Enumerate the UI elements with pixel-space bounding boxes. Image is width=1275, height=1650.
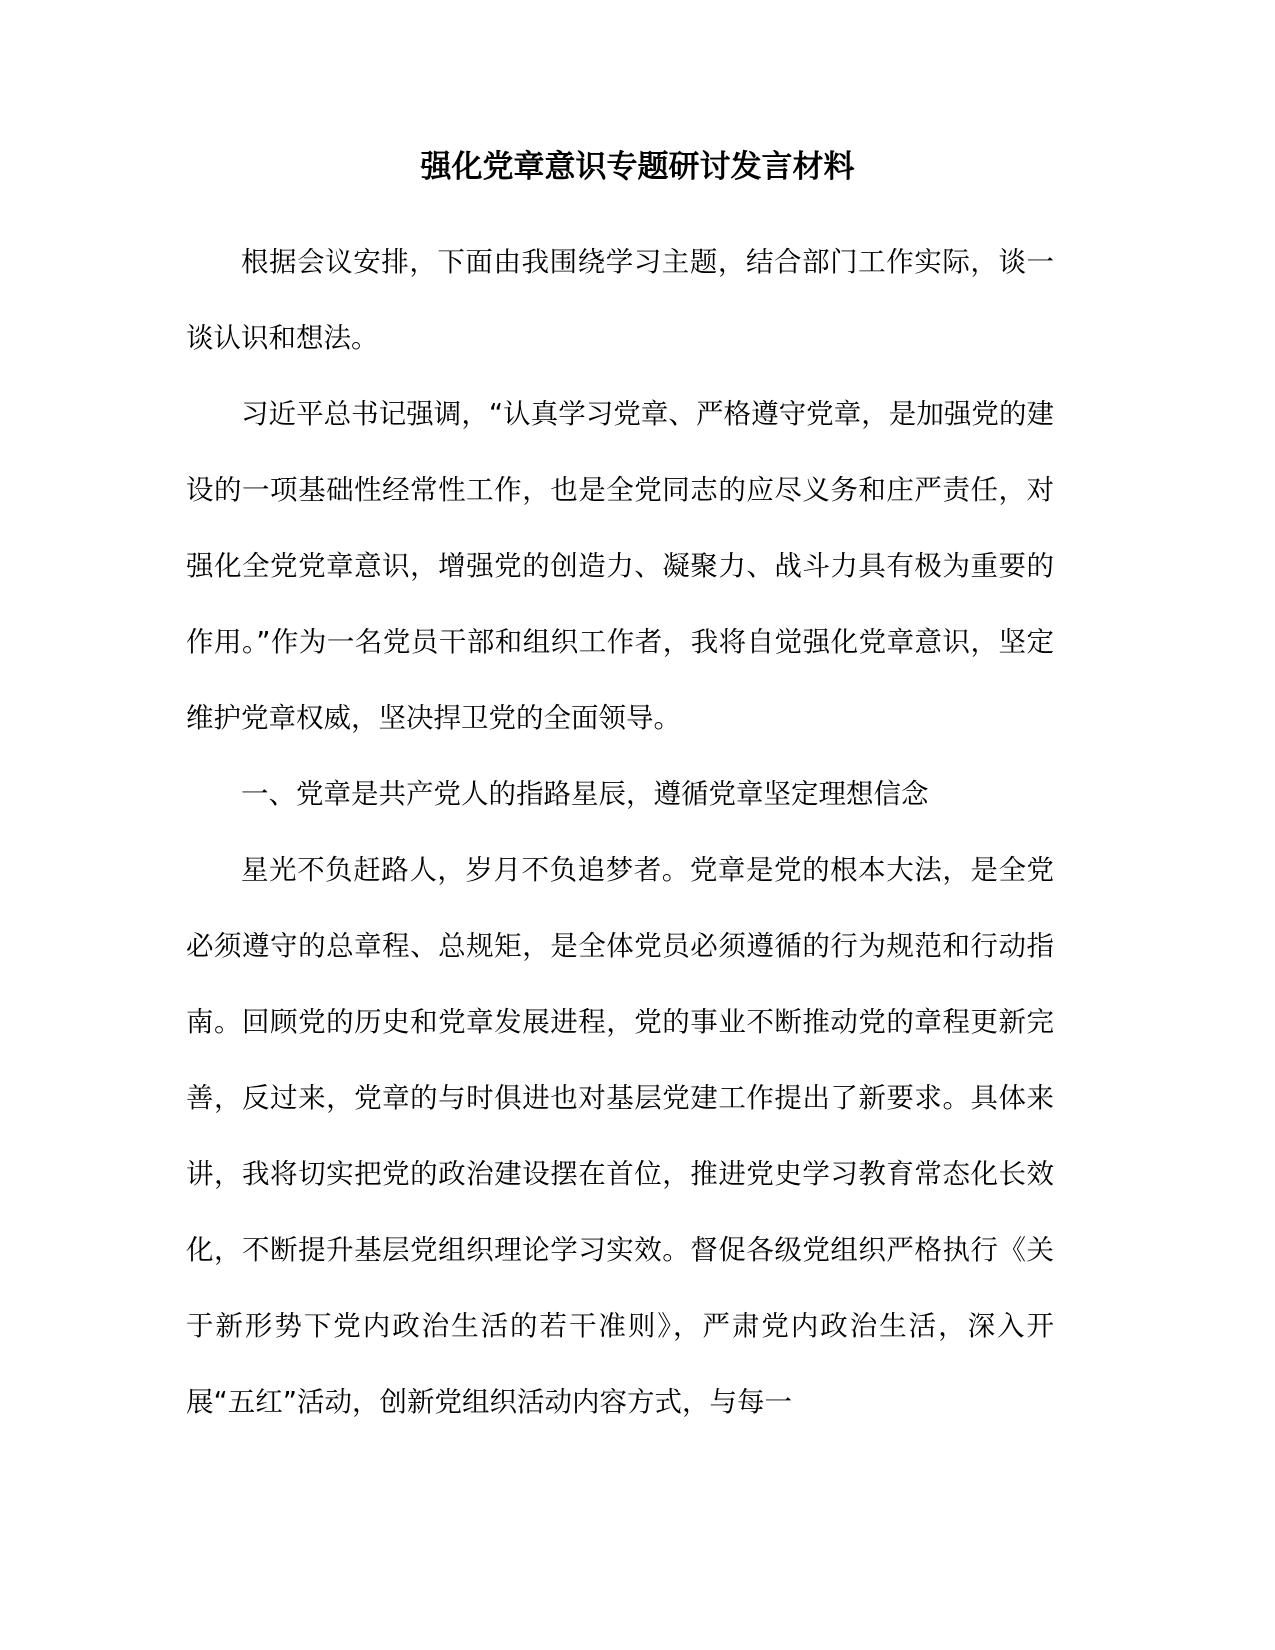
document-body: [186, 224, 1054, 1440]
paragraph-section-1: 星光不负赶路人，岁月不负追梦者。党章是党的根本大法，是全党必须遵守的总章程、总规矩，是全体党员必须遵循的行为规范和行动指南。回顾党的历史和党章发展进程，党的事业不断推动党的章程更新完善，反过来，党章的与时俱进也对基层党建工作提出了新要求。具体来讲，我将切实把党的政治建设摆在首位，推进党史学习教育常态化长效化，不断提升基层党组织理论学习实效。督促各级党组织严格执行《关于新形势下党内政治生活的若干准则》，严肃党内政治生活，深入开展“五红”活动，创新党组织活动内容方式，与每一: [186, 854, 1054, 1418]
paragraph-intro: 根据会议安排，下面由我围绕学习主题，结合部门工作实际，谈一谈认识和想法。: [186, 246, 1054, 354]
document-title: 强化党章意识专题研讨发言材料: [420, 149, 855, 185]
section-heading-1: 一、党章是共产党人的指路星辰，遵循党章坚定理想信念: [241, 778, 929, 810]
paragraph-quote: 习近平总书记强调，“认真学习党章、严格遵守党章，是加强党的建设的一项基础性经常性工作，也是全党同志的应尽义务和庄严责任，对强化全党党章意识，增强党的创造力、凝聚力、战斗力具有极为重要的作用。”作为一名党员干部和组织工作者，我将自觉强化党章意识，坚定维护党章权威，坚决捍卫党的全面领导。: [186, 398, 1054, 734]
